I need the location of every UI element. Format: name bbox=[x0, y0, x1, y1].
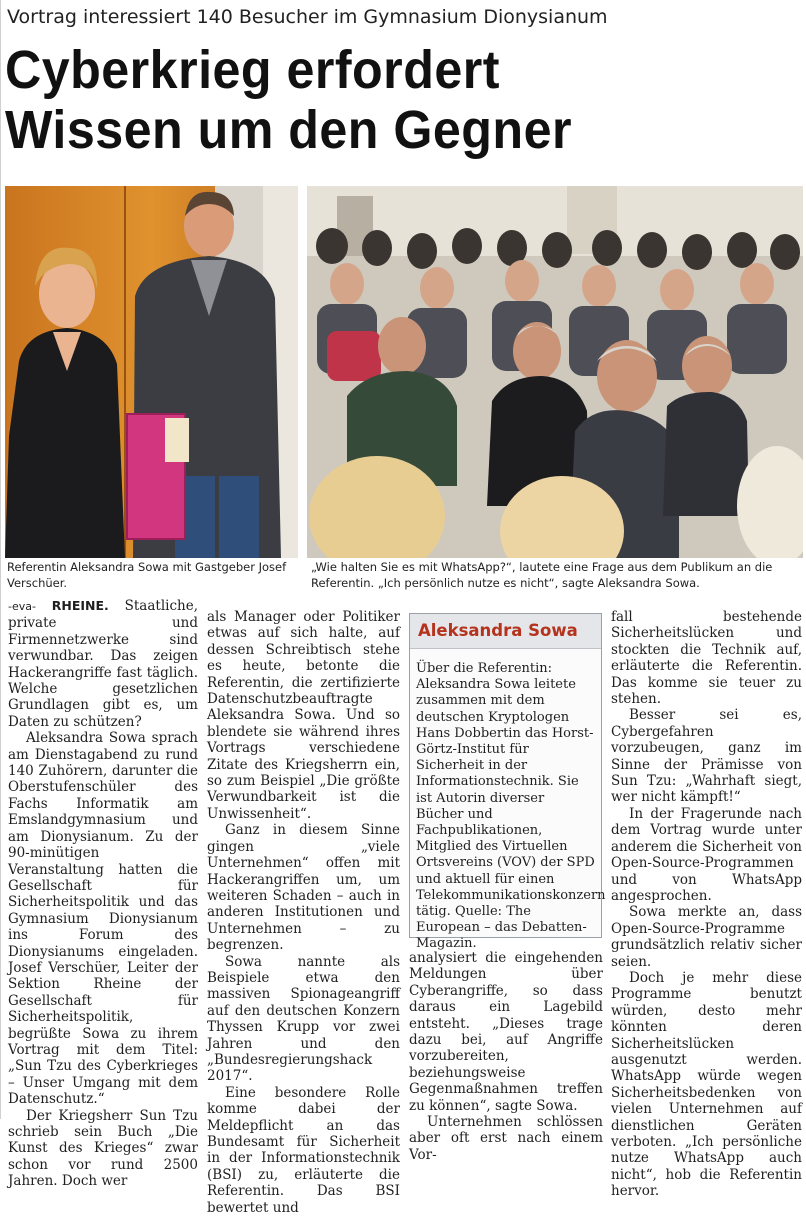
article-column-1 bbox=[8, 598, 198, 1190]
paragraph: Sowa merkte an, dass Open-Source-Programme grundsätzlich relativ sicher seien. bbox=[611, 904, 802, 970]
paragraph-lead bbox=[8, 598, 198, 730]
paragraph: In der Fragerunde nach dem Vortrag wurde unter anderem die Sicherheit von Open-Source-Programmen und von WhatsApp angesprochen. bbox=[611, 805, 802, 904]
paragraph: fall bestehende Sicherheitslücken und stockten die Technik auf, erläuterte die Referentin. Das komme sie teuer zu stehen. bbox=[611, 609, 802, 708]
photo-audience bbox=[307, 186, 803, 558]
photo-caption-left: Referentin Aleksandra Sowa mit Gastgeber Josef Verschüer. bbox=[7, 560, 287, 590]
photo-speaker-illustration bbox=[5, 186, 298, 558]
paragraph: als Manager oder Politiker etwas auf sich halte, auf dessen Schreibtisch stehe es heute, betonte die Referentin, die zertifizierte Datenschutzbeauftragte Aleksandra Sowa. Und so blendete sie während ihres Vortrags verschiedene Zitate des Kriegsherrn ein, so zum Beispiel „Die größte Verwundbarkeit ist die Unwissenheit“. bbox=[207, 609, 400, 822]
dateline: RHEINE. bbox=[51, 598, 109, 613]
article-column-3 bbox=[409, 950, 603, 1163]
paragraph: Aleksandra Sowa sprach am Dienstagabend zu rund 140 Zuhörern, darunter die Oberstufenschüler des Fachs Informatik am Emslandgymnasium und am Dionysianum. Zu der 90-minütigen Veranstaltung hatten die Gesellschaft für Sicherheitspolitik und das Gymnasium Dionysianum ins Forum des Dionysianums eingeladen. Josef Verschüer, Leiter der Sektion Rheine der Gesellschaft für Sicherheitspolitik, begrüßte Sowa zu ihrem Vortrag mit dem Titel: „Sun Tzu des Cyberkrieges – Unser Umgang mit dem Datenschutz.“ bbox=[8, 730, 198, 1108]
paragraph: analysiert die eingehenden Meldungen über Cyberangriffe, so dass daraus ein Lagebild entsteht. „Dieses trage dazu bei, auf Angriffe vorzubereiten, beziehungsweise Gegenmaßnahmen treffen zu können“, sagte Sowa. bbox=[409, 950, 603, 1114]
paragraph: Besser sei es, Cybergefahren vorzubeugen, ganz im Sinne der Prämisse von Sun Tzu: „Wahrhaft siegt, wer nicht kämpft!“ bbox=[611, 707, 802, 806]
author-tag: -eva- bbox=[8, 600, 36, 613]
paragraph: Der Kriegsherr Sun Tzu schrieb sein Buch „Die Kunst des Krieges“ zwar schon vor rund 2500 Jahren. Doch wer bbox=[8, 1107, 198, 1190]
paragraph: Eine besondere Rolle komme dabei der Meldepflicht an das Bundesamt für Sicherheit in der Informationstechnik (BSI) zu, erläuterte die Referentin. Das BSI bewertet und bbox=[207, 1084, 400, 1216]
article-column-2 bbox=[207, 609, 400, 1216]
photo-caption-right: „Wie halten Sie es mit WhatsApp?“, lautete eine Frage aus dem Publikum an die Referentin. „Ich persönlich nutze es nicht“, sagte Aleksandra Sowa. bbox=[311, 560, 773, 590]
info-box-title: Aleksandra Sowa bbox=[410, 614, 601, 649]
info-box bbox=[409, 613, 606, 952]
paragraph: Doch je mehr diese Programme benutzt würden, desto mehr könnten deren Sicherheitslücken ausgenutzt werden. WhatsApp würde wegen Sicherheitsbedenken von vielen Unternehmen auf dienstlichen Geräten verboten. „Ich persönliche nutze WhatsApp auch nicht“, hob die Referentin hervor. bbox=[611, 969, 802, 1200]
article-headline bbox=[5, 40, 745, 160]
photo-speaker-and-host bbox=[5, 186, 298, 558]
paragraph: Unternehmen schlössen aber oft erst nach einem Vor- bbox=[409, 1114, 603, 1163]
article-column-4 bbox=[611, 609, 802, 1200]
headline-line-2: Wissen um den Gegner bbox=[5, 100, 572, 160]
info-box-body bbox=[410, 649, 606, 953]
article-kicker: Vortrag interessiert 140 Besucher im Gymnasium Dionysianum bbox=[7, 6, 608, 28]
paragraph: Sowa nannte als Beispiele etwa den massiven Spionageangriff auf den deutschen Konzern Thyssen Krupp vor zwei Jahren und den „Bundesregierungshack 2017“. bbox=[207, 953, 400, 1085]
photo-audience-illustration bbox=[307, 186, 803, 558]
paragraph: Ganz in diesem Sinne gingen „viele Unternehmen“ offen mit Hackerangriffen um, um weiteren Schaden – auch in anderen Institutionen und Unternehmen – zu begrenzen. bbox=[207, 822, 400, 954]
headline-line-1: Cyberkrieg erfordert bbox=[5, 40, 500, 100]
info-box-text: Über die Referentin: Aleksandra Sowa leitete zusammen mit dem deutschen Kryptologen Hans Dobbertin das Horst-Görtz-Institut für Sicherheit in der Informationstechnik. Sie ist Autorin diverser Bücher und Fachpublikationen, Mitglied des Virtuellen Ortsvereins (VOV) der SPD und aktuell für einen Telekommunikationskonzern tätig. Quelle: The European – das Debatten-Magazin. bbox=[416, 661, 606, 952]
paragraph-text: Staatliche, private und Firmennetzwerke sind verwundbar. Das zeigen Hackerangriffe fast täglich. Welche gesetzlichen Grundlagen gibt es, um Daten zu schützen? bbox=[8, 598, 198, 730]
page-margin-rule bbox=[0, 0, 1, 1119]
